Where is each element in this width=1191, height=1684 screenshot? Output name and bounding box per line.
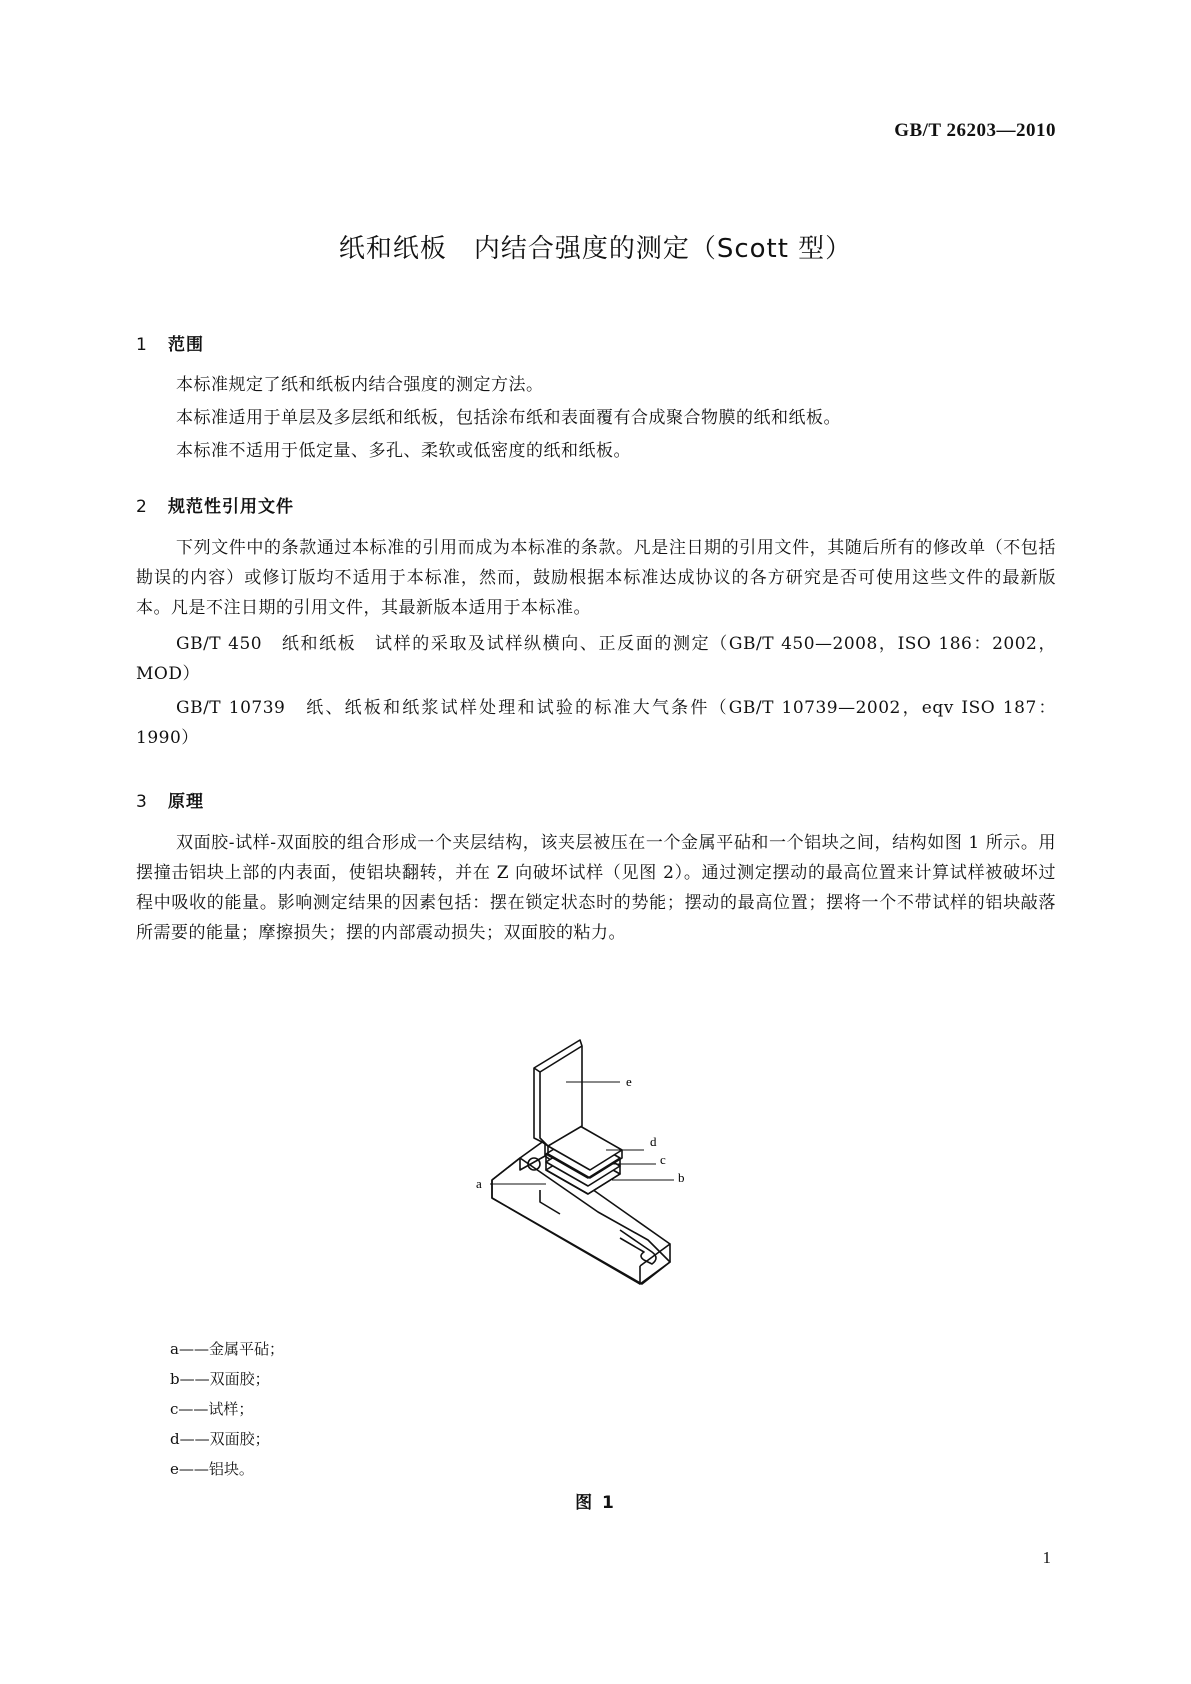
figure-1-diagram [470,1030,740,1290]
standard-code: GB/T 26203—2010 [894,120,1056,141]
legend-item-e: e——铝块。 [170,1460,254,1478]
section-title: 范围 [168,335,204,355]
references-intro-paragraph: 下列文件中的条款通过本标准的引用而成为本标准的条款。凡是注日期的引用文件，其随后所有的修改单（不包括勘误的内容）或修订版均不适用于本标准，然而，鼓励根据本标准达成协议的各方研究是否可使用这些文件的最新版本。凡是不注日期的引用文件，其最新版本适用于本标准。 [136,538,1056,618]
label-c: c [660,1152,666,1167]
page-number: 1 [1042,1548,1051,1567]
document-title: 纸和纸板 内结合强度的测定（Scott 型） [338,234,853,264]
section-heading-scope [136,330,204,355]
figure-legend [170,1334,284,1484]
section-heading-references [136,492,294,517]
legend-item-a: a——金属平砧； [170,1340,284,1358]
principle-paragraph: 双面胶-试样-双面胶的组合形成一个夹层结构，该夹层被压在一个金属平砧和一个铝块之间，结构如图 1 所示。用摆撞击铝块上部的内表面，使铝块翻转，并在 Z 向破坏试样（见图 2）。通过测定摆动的最高位置来计算试样被破坏过程中吸收的能量。影响测定结果的因素包括：摆在锁定状态时的势能；摆动的最高位置；摆将一个不带试样的铝块敲落所需要的能量；摩擦损失；摆的内部震动损失；双面胶的粘力。 [136,833,1056,943]
label-e: e [626,1074,632,1089]
legend-item-b: b——双面胶； [170,1370,270,1388]
section-number: 1 [136,335,148,355]
apparatus-drawing [470,1030,740,1290]
section-title: 原理 [168,792,204,812]
reference-gbt-450: GB/T 450 纸和纸板 试样的采取及试样纵横向、正反面的测定（GB/T 450—2008，ISO 186：2002，MOD） [136,634,1056,684]
label-b: b [678,1170,685,1185]
label-d: d [650,1134,657,1149]
legend-item-c: c——试样； [170,1400,254,1418]
section-title: 规范性引用文件 [168,497,294,517]
legend-item-d: d——双面胶； [170,1430,270,1448]
figure-caption: 图 1 [575,1493,616,1513]
section-heading-principle [136,787,204,812]
scope-paragraph-1: 本标准规定了纸和纸板内结合强度的测定方法。 [176,375,544,395]
label-a: a [476,1176,482,1191]
section-number: 3 [136,792,148,812]
block-vertical-plate [534,1040,582,1146]
reference-gbt-10739: GB/T 10739 纸、纸板和纸浆试样处理和试验的标准大气条件（GB/T 10739—2002，eqv ISO 187：1990） [136,698,1056,748]
scope-paragraph-2: 本标准适用于单层及多层纸和纸板，包括涂布纸和表面覆有合成聚合物膜的纸和纸板。 [176,408,841,428]
section-number: 2 [136,497,148,517]
scope-paragraph-3: 本标准不适用于低定量、多孔、柔软或低密度的纸和纸板。 [176,441,631,461]
